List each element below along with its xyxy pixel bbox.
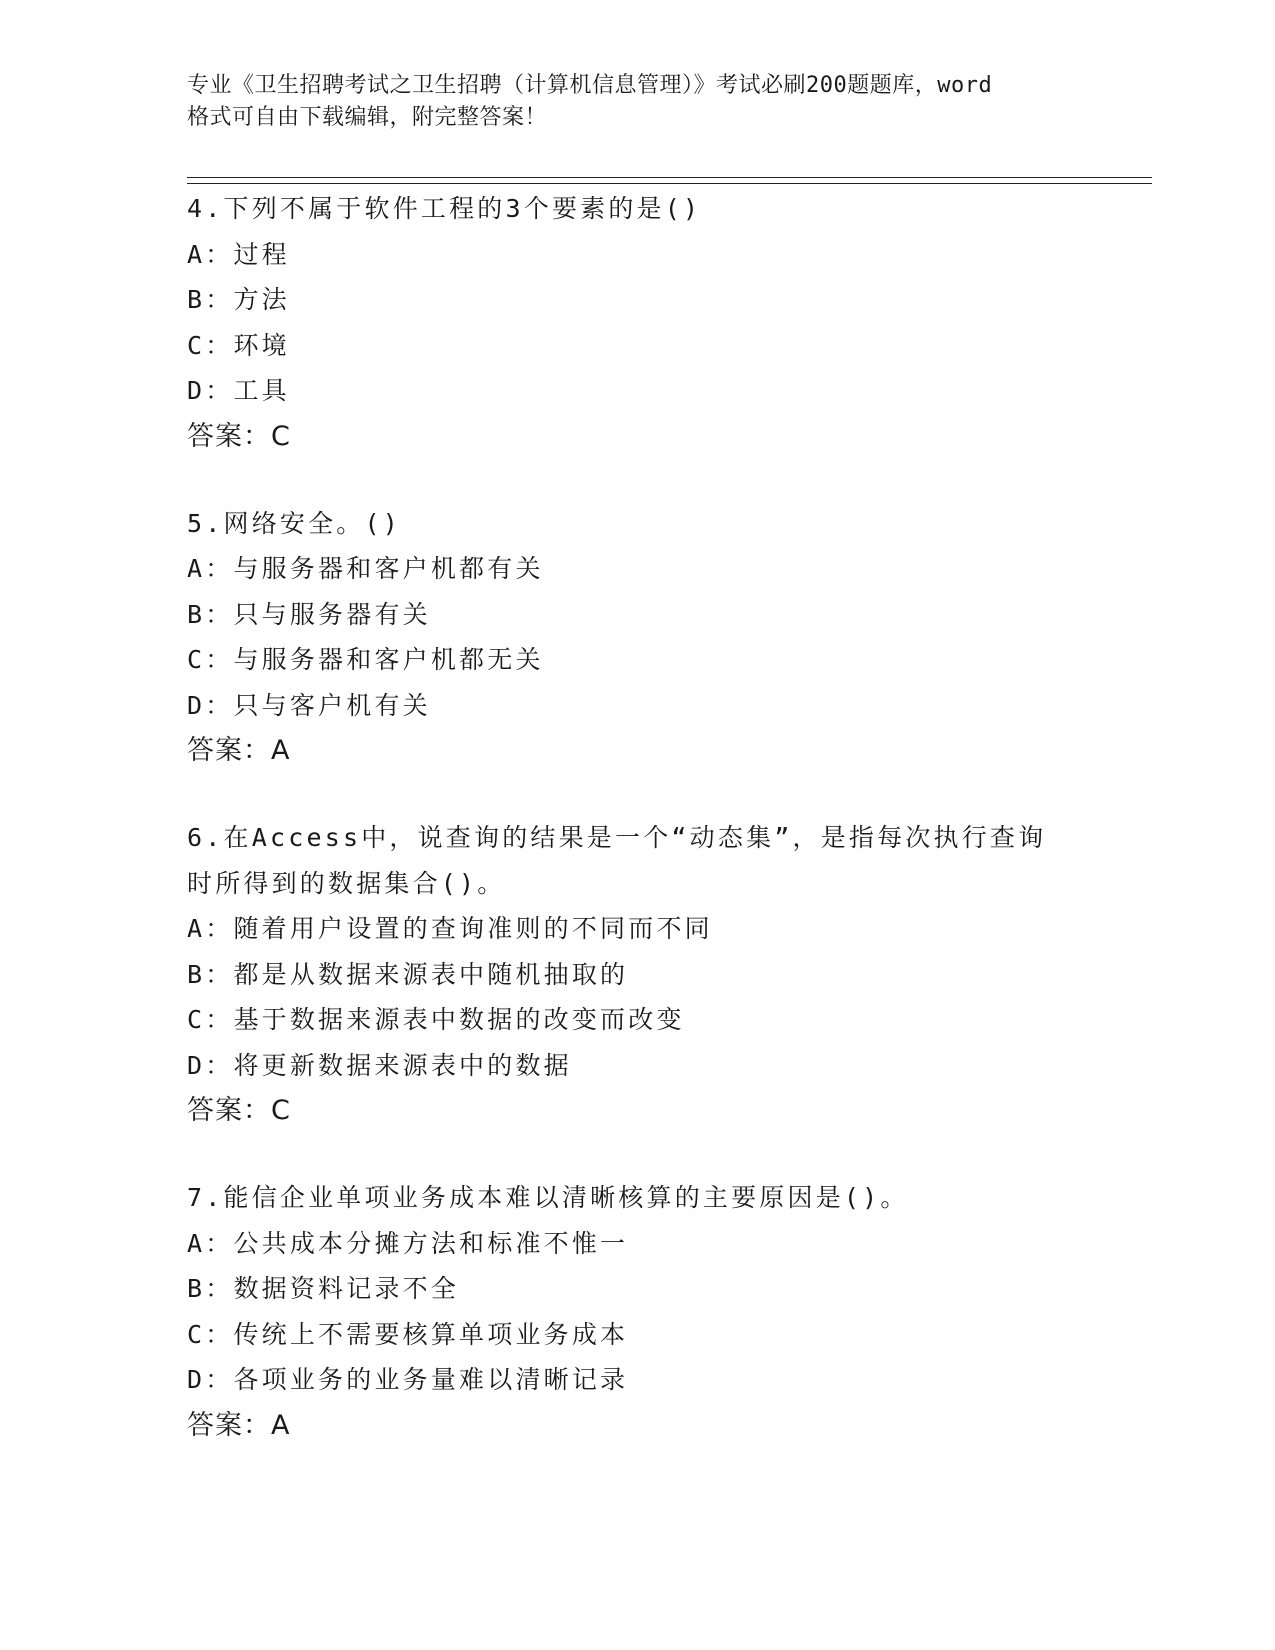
option-d: D：只与客户机有关 (187, 690, 431, 720)
question-6 (187, 815, 1152, 1133)
answer-line: 答案：C (187, 1095, 291, 1126)
document-header (187, 70, 1152, 134)
option-a: A：与服务器和客户机都有关 (187, 554, 544, 583)
option-c: C：环境 (187, 330, 290, 360)
option-c: C：传统上不需要核算单项业务成本 (187, 1319, 629, 1349)
question-5 (187, 501, 1152, 774)
option-a: A：过程 (187, 239, 290, 269)
question-stem: 7.能信企业单项业务成本难以清晰核算的主要原因是()。 (187, 1183, 909, 1212)
option-b: B：都是从数据来源表中随机抽取的 (187, 959, 629, 989)
option-b: B：方法 (187, 285, 290, 314)
option-d: D：工具 (187, 376, 290, 405)
header-title-line-2: 格式可自由下载编辑，附完整答案！ (187, 105, 548, 130)
option-b: B：数据资料记录不全 (187, 1274, 460, 1303)
question-stem: 5.网络安全。() (187, 508, 402, 538)
option-a: A：随着用户设置的查询准则的不同而不同 (187, 914, 713, 943)
answer-line: 答案：A (187, 1409, 291, 1441)
question-4 (187, 186, 1152, 459)
option-d: D：将更新数据来源表中的数据 (187, 1050, 572, 1080)
option-a: A：公共成本分摊方法和标准不惟一 (187, 1228, 629, 1258)
option-c: C：基于数据来源表中数据的改变而改变 (187, 1005, 685, 1034)
question-7 (187, 1175, 1152, 1448)
option-d: D：各项业务的业务量难以清晰记录 (187, 1365, 629, 1394)
question-stem: 6.在Access中，说查询的结果是一个“动态集”，是指每次执行查询 (187, 823, 1047, 852)
header-divider-top (187, 177, 1152, 178)
question-stem: 4.下列不属于软件工程的3个要素的是() (187, 194, 702, 223)
question-list (187, 186, 1152, 1490)
answer-line: 答案：C (187, 420, 291, 452)
header-divider-bottom (187, 183, 1152, 184)
answer-line: 答案：A (187, 735, 291, 766)
option-b: B：只与服务器有关 (187, 599, 431, 629)
question-stem-continued: 时所得到的数据集合()。 (187, 868, 506, 898)
option-c: C：与服务器和客户机都无关 (187, 645, 544, 674)
header-title-line-1: 专业《卫生招聘考试之卫生招聘（计算机信息管理）》考试必刷200题题库，word (187, 73, 993, 98)
